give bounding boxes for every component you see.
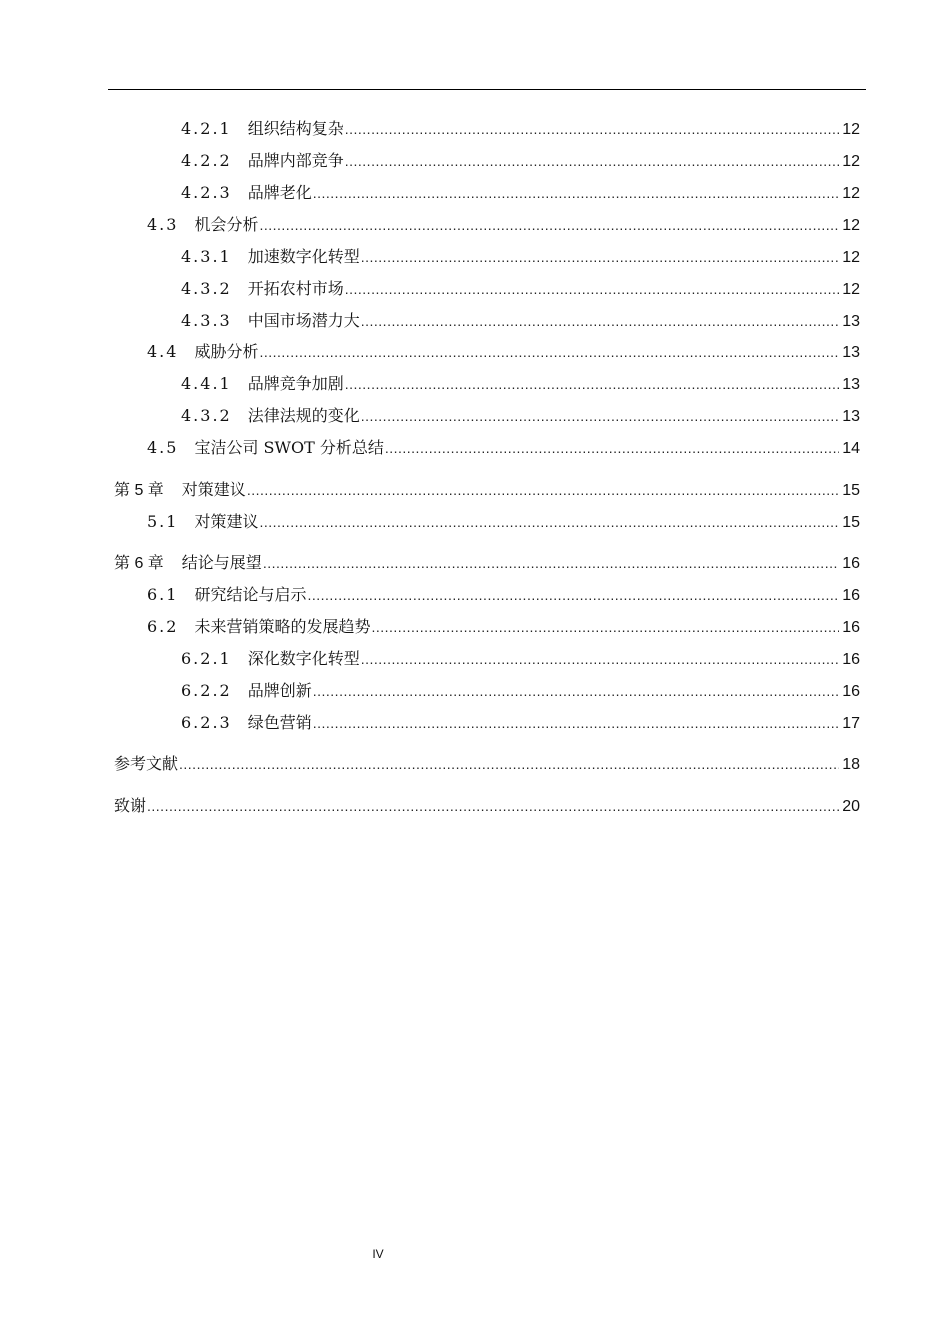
toc-entry-number: 4.5 <box>147 438 179 457</box>
toc-entry-title: 对策建议 <box>181 480 246 499</box>
toc-entry-page: 20 <box>842 798 860 815</box>
toc-leader-dots <box>259 512 839 532</box>
toc-entry-number: 4.3.2 <box>181 279 232 298</box>
toc-leader-dots <box>313 713 839 733</box>
page-number-footer: IV <box>372 1247 384 1261</box>
toc-entry-page: 15 <box>842 482 860 499</box>
toc-entry-number: 4.3.1 <box>181 247 232 266</box>
toc-entry-title: 法律法规的变化 <box>247 406 360 425</box>
header-rule <box>108 89 866 90</box>
toc-entry-number: 第 6 章 <box>114 555 164 572</box>
toc-leader-dots <box>345 151 839 171</box>
toc-entry-title: 未来营销策略的发展趋势 <box>194 617 371 636</box>
toc-entry[interactable] <box>181 406 860 427</box>
toc-leader-dots <box>345 119 839 139</box>
toc-leader-dots <box>385 438 839 458</box>
toc-entry[interactable] <box>181 713 860 734</box>
toc-leader-dots <box>179 754 839 774</box>
toc-entry-title: 深化数字化转型 <box>247 649 360 668</box>
toc-entry-page: 12 <box>842 121 860 138</box>
toc-entry-page: 13 <box>842 408 860 425</box>
toc-entry[interactable] <box>147 512 860 533</box>
toc-entry[interactable] <box>147 617 860 638</box>
toc-entry-title: 宝洁公司 SWOT 分析总结 <box>194 438 384 457</box>
toc-entry-number: 5.1 <box>147 512 179 531</box>
toc-entry-title: 对策建议 <box>194 512 259 531</box>
toc-entry-number: 4.2.1 <box>181 119 232 138</box>
toc-entry-title: 品牌内部竞争 <box>247 151 344 170</box>
toc-entry-page: 12 <box>842 249 860 266</box>
toc-leader-dots <box>371 617 839 637</box>
toc-entry[interactable] <box>181 311 860 332</box>
toc-entry-number: 4.3 <box>147 215 179 234</box>
toc-entry-page: 17 <box>842 715 860 732</box>
toc-entry-number: 4.3.3 <box>181 311 232 330</box>
toc-entry[interactable] <box>114 553 860 574</box>
toc-leader-dots <box>259 342 839 362</box>
toc-entry-number: 6.2.3 <box>181 713 232 732</box>
toc-entry-number: 6.2.2 <box>181 681 232 700</box>
toc-entry[interactable] <box>147 342 860 363</box>
toc-entry[interactable] <box>181 183 860 204</box>
toc-entry-title: 研究结论与启示 <box>194 585 307 604</box>
toc-entry[interactable] <box>181 649 860 670</box>
toc-leader-dots <box>147 796 839 816</box>
toc-entry-page: 12 <box>842 281 860 298</box>
toc-entry[interactable] <box>114 480 860 501</box>
toc-entry[interactable] <box>147 215 860 236</box>
toc-entry-title: 绿色营销 <box>247 713 312 732</box>
toc-entry-page: 13 <box>842 313 860 330</box>
toc-entry-number: 6.1 <box>147 585 179 604</box>
toc-entry-title: 中国市场潜力大 <box>247 311 360 330</box>
toc-entry-page: 12 <box>842 153 860 170</box>
toc-entry[interactable] <box>181 279 860 300</box>
toc-leader-dots <box>361 649 839 669</box>
toc-entry-page: 16 <box>842 619 860 636</box>
toc-entry-page: 16 <box>842 683 860 700</box>
toc-entry-title: 加速数字化转型 <box>247 247 360 266</box>
toc-leader-dots <box>361 406 839 426</box>
toc-leader-dots <box>361 311 839 331</box>
toc-entry[interactable] <box>181 247 860 268</box>
toc-entry-page: 16 <box>842 651 860 668</box>
toc-entry-page: 13 <box>842 344 860 361</box>
toc-entry-title: 结论与展望 <box>181 553 262 572</box>
toc-entry-title: 威胁分析 <box>194 342 259 361</box>
toc-entry-page: 16 <box>842 587 860 604</box>
toc-entry[interactable] <box>181 681 860 702</box>
toc-leader-dots <box>313 681 839 701</box>
toc-entry[interactable] <box>147 438 860 459</box>
toc-entry[interactable] <box>181 119 860 140</box>
toc-entry[interactable] <box>114 796 860 817</box>
toc-leader-dots <box>313 183 839 203</box>
toc-entry[interactable] <box>181 151 860 172</box>
toc-entry-page: 12 <box>842 217 860 234</box>
toc-leader-dots <box>361 247 839 267</box>
toc-entry[interactable] <box>181 374 860 395</box>
toc-entry-page: 12 <box>842 185 860 202</box>
toc-entry-number: 4.2.2 <box>181 151 232 170</box>
toc-leader-dots <box>345 374 839 394</box>
toc-entry-title: 品牌老化 <box>247 183 312 202</box>
toc-entry-number: 4.4.1 <box>181 374 232 393</box>
toc-entry-number: 4.3.2 <box>181 406 232 425</box>
toc-entry-page: 15 <box>842 514 860 531</box>
toc-entry-page: 16 <box>842 555 860 572</box>
toc-entry-number: 4.2.3 <box>181 183 232 202</box>
toc-leader-dots <box>247 480 839 500</box>
toc-entry-page: 18 <box>842 756 860 773</box>
toc-entry[interactable] <box>147 585 860 606</box>
toc-entry-number: 4.4 <box>147 342 179 361</box>
toc-entry-number: 6.2 <box>147 617 179 636</box>
toc-entry-title: 致谢 <box>114 796 147 815</box>
toc-leader-dots <box>307 585 839 605</box>
toc-entry-title: 品牌竞争加剧 <box>247 374 344 393</box>
toc-entry-title: 机会分析 <box>194 215 259 234</box>
toc-entry-number: 第 5 章 <box>114 482 164 499</box>
toc-entry-title: 参考文献 <box>114 754 179 773</box>
toc-leader-dots <box>263 553 839 573</box>
toc-entry-page: 13 <box>842 376 860 393</box>
toc-leader-dots <box>345 279 839 299</box>
toc-entry-title: 组织结构复杂 <box>247 119 344 138</box>
toc-entry-title: 开拓农村市场 <box>247 279 344 298</box>
toc-entry-title: 品牌创新 <box>247 681 312 700</box>
toc-entry[interactable] <box>114 754 860 775</box>
toc-entry-page: 14 <box>842 440 860 457</box>
toc-leader-dots <box>259 215 839 235</box>
toc-entry-number: 6.2.1 <box>181 649 232 668</box>
